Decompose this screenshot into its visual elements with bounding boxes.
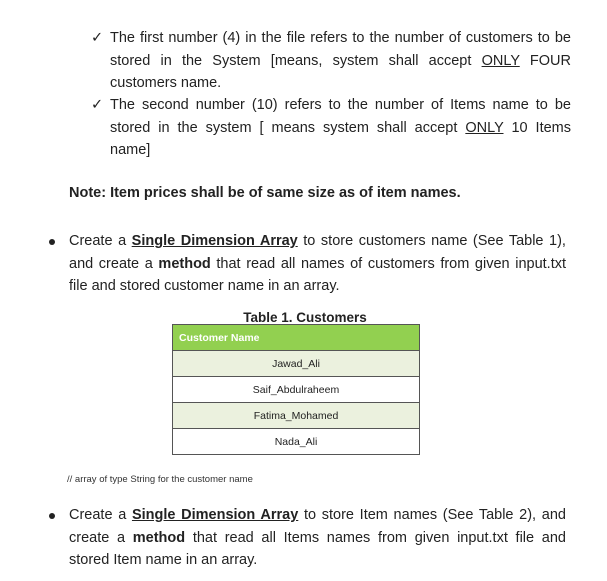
bullet-item-1: Create a Single Dimension Array to store customers name (See Table 1), and create a method that read all names of customers from given input.txt file and stored customer name in an array. bbox=[69, 230, 566, 298]
checklist-item-2 bbox=[91, 94, 571, 162]
code-comment: // array of type String for the customer name bbox=[67, 474, 253, 485]
table-row bbox=[173, 351, 420, 377]
bullet-icon bbox=[49, 239, 55, 245]
table-caption: Table 1. Customers bbox=[243, 310, 367, 325]
checklist-text-1: The first number (4) in the file refers to the number of customers to be stored in the System [means, system shall accept ONLY FOUR customers name. bbox=[110, 30, 571, 91]
note-text: Note: Item prices shall be of same size as of item names. bbox=[69, 185, 461, 201]
table-cell: Nada_Ali bbox=[173, 429, 420, 455]
table-row bbox=[173, 429, 420, 455]
table-cell: Jawad_Ali bbox=[173, 351, 420, 377]
table-row bbox=[173, 403, 420, 429]
table-cell: Fatima_Mohamed bbox=[173, 403, 420, 429]
table-row bbox=[173, 377, 420, 403]
bullet-item-2: Create a Single Dimension Array to store Item names (See Table 2), and create a method that read all Items names from given input.txt file and stored Item name in an array. bbox=[69, 504, 566, 572]
bullet-icon bbox=[49, 513, 55, 519]
checklist-item-1 bbox=[91, 27, 571, 95]
checkmark-icon: ✓ bbox=[91, 30, 104, 46]
customers-table bbox=[172, 324, 420, 455]
checkmark-icon: ✓ bbox=[91, 97, 104, 113]
table-cell: Saif_Abdulraheem bbox=[173, 377, 420, 403]
table-header: Customer Name bbox=[173, 325, 420, 351]
checklist-text-2: The second number (10) refers to the number of Items name to be stored in the system [ means system shall accept ONLY 10 Items name] bbox=[110, 97, 572, 158]
